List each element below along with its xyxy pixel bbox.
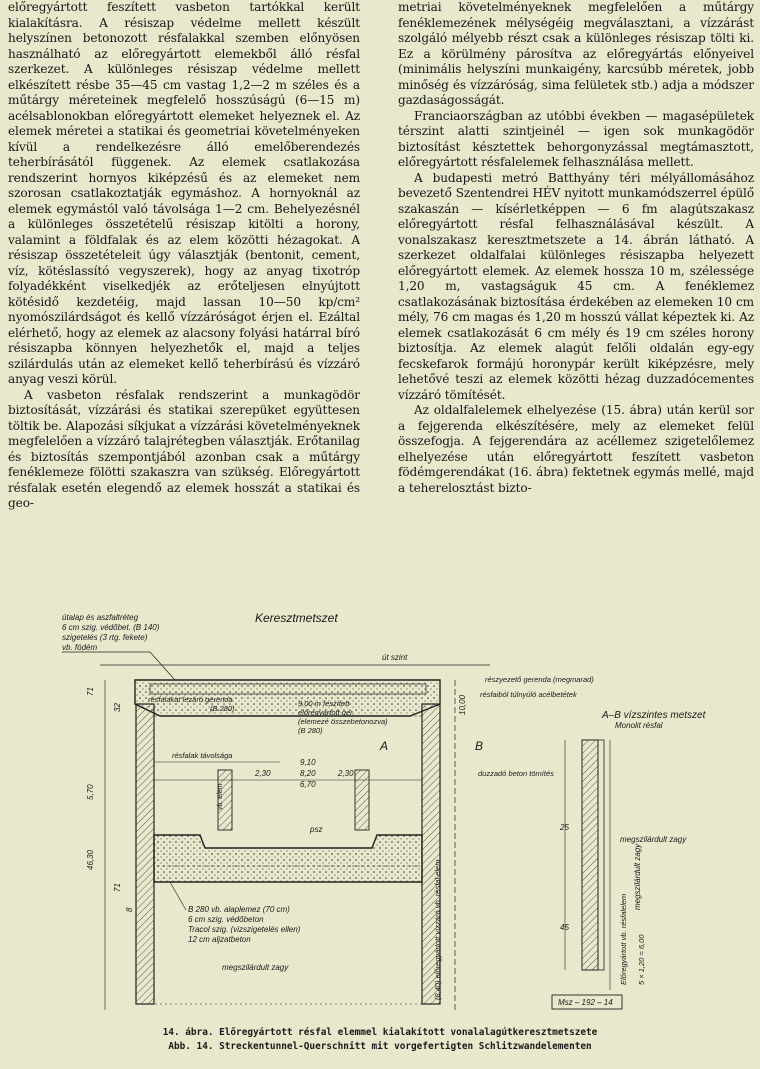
dim-top-1: 71: [86, 687, 95, 696]
cross-section-figure: [0, 600, 760, 1030]
note-protective: 6 cm szig. védőbet. (B 140): [62, 623, 160, 632]
left-paragraph-2: A vasbeton résfalak rendszerint a munkagödör biztosítását, vízzárási és statikai szerepüket együttesen töltik be. Alapozási síkjukat a vízzárási követelményeknek megfelelően a vízzáró talajrétegben választják. Erőtanilag és biztosítás szempontjából azonban csak a műtárgy fenéklemeze fölötti szakaszra van szükség. Előregyártott résfalak esetén elegendő az elemek hosszát a statikai és geo-: [8, 387, 360, 510]
right-paragraph-4: Az oldalfalelemek elhelyezése (15. ábra) után kerül sor a fejgerenda elkészítésére, mely az elemeket felül összefogja. A fejgerendára az acéllemez szigetelőlemez elhelyezése után előregyártott feszített vasbeton födémgerendákat (16. ábra) fektetnek egymás mellé, majd a teherelosztást bizto-: [398, 403, 754, 495]
dim-top-2: 32: [113, 703, 122, 712]
roof-slab: [135, 680, 440, 716]
bottom-note-4: 12 cm aljzatbeton: [188, 935, 251, 944]
spacing-label: résfalak távolsága: [172, 751, 233, 760]
prestressed-label-1: 9,00 m feszített: [298, 699, 350, 708]
section-wall-2: [598, 740, 604, 970]
figure-caption-german: Abb. 14. Streckentunnel-Querschnitt mit vorgefertigten Schlitzwandelementen: [168, 1041, 592, 1052]
section-wall: [582, 740, 598, 970]
prestressed-label-4: (B 280): [298, 726, 323, 735]
outline-label: Monolit résfal: [615, 721, 663, 730]
section-dim-45: 45: [560, 923, 569, 932]
right-column: [398, 0, 754, 496]
dim-height-4: 10,00: [458, 694, 467, 715]
note-insulation: szigetelés (3 rtg. fekete): [62, 633, 148, 642]
left-column: [8, 0, 360, 512]
hardened-slurry-2: megszilárdult zagy: [620, 835, 687, 844]
right-paragraph-2: Franciaországban az utóbbi években — magasépületek térszint alatti szintjeinél — igen sok munkagödör biztosítást késztettek behorgonyzással megtámasztott, előregyártott résfalelemek felhasználása mellett.: [398, 108, 754, 169]
prestressed-label-3: (elemezé összebetonozva): [298, 717, 388, 726]
left-vertical-note: (8,40) előregyártott vízzáró vb. résfal elem: [433, 859, 442, 1000]
dim-mid-1: 5,70: [86, 784, 95, 800]
psz-label: psz: [310, 825, 323, 834]
section-vertical-dims: 5 × 1,20 = 6,00: [637, 934, 646, 985]
section-mark-a: A: [380, 739, 389, 753]
dim-height-2: 8,20: [300, 769, 316, 778]
hardened-slurry-3: megszilárdult zagy: [633, 843, 642, 910]
drawing-stamp: Msz – 192 – 14: [558, 998, 613, 1007]
block-note: vb. elem: [217, 783, 224, 810]
bottom-note-1: B 280 vb. alaplemez (70 cm): [188, 905, 290, 914]
prestressed-label-2: előregyártott ger.: [298, 708, 355, 717]
section-mark-b: B: [475, 739, 484, 753]
note-slab: vb. födém: [62, 643, 98, 652]
section-dim-25: 25: [560, 823, 569, 832]
section-title: A–B vízszintes metszet: [602, 710, 706, 721]
section-dim-8: 8: [125, 907, 134, 912]
dim-span-2: 2,30: [338, 769, 354, 778]
figure-title: Keresztmetszet: [255, 611, 338, 625]
dim-depth-1: 46,30: [86, 849, 95, 870]
hardened-slurry-1: megszilárdult zagy: [222, 963, 289, 972]
head-beam-label: részyezető gerenda (megmarad): [485, 675, 594, 684]
section-vertical-label: Előregyártott vb. résfalelem: [619, 893, 628, 985]
joint-label: duzzadó beton tömítés: [478, 769, 554, 778]
left-paragraph-1: előregyártott feszített vasbeton tartókkal került kialakításra. A résiszap védelme mellett készült helyszínen betonozott résfalakkal szemben előnyösen használható az előregyártott elemekből álló résfal szerkezet. A különleges résiszap védelme mellett elkészített résbe 35—45 cm vastag 1,2—2 m széles és a műtárgy méreteinek megfelelő hosszúságú (6—15 m) acélsablonokban előregyártott elemeket helyeznek el. Az elemek méretei a statikai és geometriai követelményeken kívül a rendelkezésre álló emelőberendezés teherbírásától függenek. Az elemek csatlakozása rendszerint hornyos kiképzésű és az elemeket nem szorosan csatlakoztatják egymáshoz. A hornyoknál az elemek egymástól való távolsága 1—2 cm. Behelyezésnél a különleges összetételű résiszap kitölti a horony, valamint a földfalak és az elem közötti hézagokat. A résiszap összetételeit úgy választják (bentonit, cement, víz, kötéslassító vegyszerek), hogy az anyag tixotróp folyadékként viselkedjék az erőteljesen elnyújtott kötésidő kezdetéig, majd lassan 10—50 kp/cm² nyomószilárdságot és kellő vízzáróságot érjen el. Ezáltal elérhető, hogy az elemek az alacsony folyási határral bíró résiszapba könnyen helyezhetők el, majd a teljes szilárdulás után az elemeket kellő teherbírású és vízzáró anyag veszi körül.: [8, 0, 360, 386]
dim-depth-2: 71: [113, 883, 122, 892]
dim-span-1: 2,30: [255, 769, 271, 778]
ground-level-label: út szint: [382, 653, 408, 662]
left-wall: [136, 704, 154, 1004]
note-asphalt: útalap és aszfaltréteg: [62, 613, 139, 622]
dim-height-1: 9,10: [300, 758, 316, 767]
right-paragraph-3: A budapesti metró Batthyány téri mélyállomásához bevezető Szentendrei HÉV nyitott munkamódszerrel épülő szakaszán — kísérletképpen — 6 fm alagútszakasz előregyártott résfal felhasználásával készült. A vonalszakasz keresztmetszete a 14. ábrán látható. A szerkezet oldalfalai különleges résiszapba helyezett előregyártott elemek. Az elemek hossza 10 m, szélessége 1,20 m, vastagságuk 45 cm. A fenéklemez csatlakozásának biztosítása érdekében az elemeken 10 cm mély, 76 cm magas és 1,20 m hosszú vállat képeztek ki. Az elemek csatlakozását 6 cm mély és 19 cm széles horony biztosítja. Az elemek alagút felőli oldalán egy-egy fecskefarok formájú horonypár került kiképzésre, mely lehetővé teszi az elemek közötti hézag duzzadócementes vízzáró tömítését.: [398, 170, 754, 402]
bed-block-right: [355, 770, 369, 830]
dim-height-3: 6,70: [300, 780, 316, 789]
bottom-note-3: Tracol szig. (vizszigetelés ellen): [188, 925, 301, 934]
bottom-slab: [154, 835, 422, 882]
right-paragraph-1: metriai követelményeknek megfelelően a műtárgy fenéklemezének mélységéig megválasztani, a vízzárást szolgáló mélyebb részt csak a különleges résiszap tölti ki. Ez a körülmény párosítva az előregyártás előnyeivel (minimális helyszíni munkaigény, karcsúbb méretek, jobb minőség és vízzáróság, sima felületek stb.) adja a módszer gazdaságosságát.: [398, 0, 754, 107]
figure-caption-hungarian: 14. ábra. Előregyártott résfal elemmel kialakított vonalalagútkeresztmetszete: [162, 1027, 598, 1038]
steel-plate-label: résfaiból túlnyúló acélbetétek: [480, 690, 577, 699]
bottom-note-2: 6 cm szig. védőbeton: [188, 915, 264, 924]
